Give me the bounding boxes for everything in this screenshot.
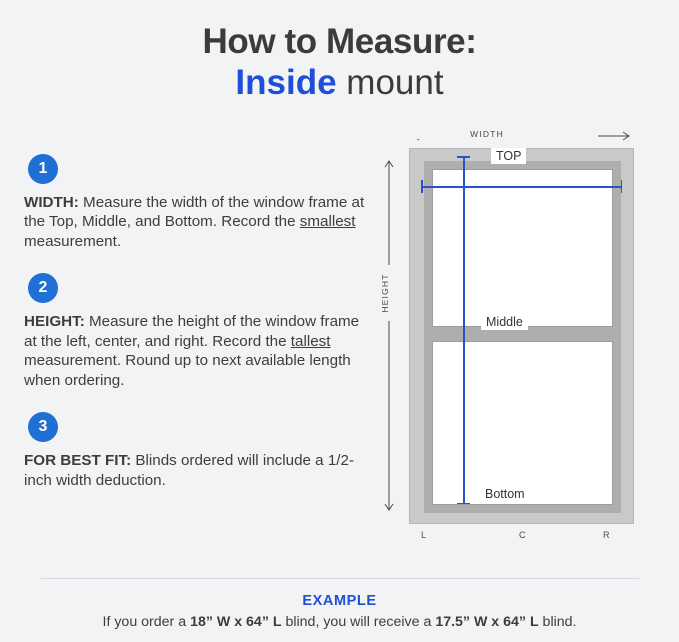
step-text-2 <box>24 312 369 390</box>
mark-left: L <box>421 530 427 540</box>
window-pane-bottom <box>432 341 613 505</box>
step-text-3 <box>24 451 369 490</box>
example-text-b: blind, you will receive a <box>281 614 436 630</box>
width-dimension-label: WIDTH <box>376 129 598 139</box>
page-title-line2 <box>0 63 679 102</box>
step-badge-1: 1 <box>28 154 58 184</box>
measure-line-center <box>463 156 465 504</box>
step-badge-3: 3 <box>28 412 58 442</box>
step-label-2: HEIGHT: <box>24 313 85 331</box>
measure-tick-center-bottom <box>457 503 470 505</box>
step-emphasis-2: tallest <box>290 332 331 350</box>
bottom-measure-tag: Bottom <box>480 486 530 502</box>
step-item-2 <box>24 273 369 390</box>
window-pane-top <box>432 169 613 327</box>
measure-tick-top-left <box>421 180 423 193</box>
step-item-3 <box>24 412 369 490</box>
page-title-accent: Inside <box>235 63 337 103</box>
page-title-rest: mount <box>336 63 444 103</box>
step-emphasis-1: smallest <box>299 213 356 231</box>
example-text-a: If you order a <box>102 614 191 630</box>
middle-measure-tag: Middle <box>481 314 528 330</box>
measure-tick-top-right <box>621 180 623 193</box>
window-diagram <box>376 128 666 558</box>
height-dimension-arrow-icon <box>380 158 398 513</box>
window-frame <box>409 148 634 524</box>
page-title-line1: How to Measure: <box>202 22 477 61</box>
measure-tick-center-top <box>457 156 470 158</box>
example-footer <box>0 578 679 642</box>
top-measure-tag: TOP <box>491 148 526 164</box>
footer-divider <box>41 578 639 579</box>
example-order-size: 18” W x 64” L <box>190 614 282 630</box>
step-label-3: FOR BEST FIT: <box>24 452 132 470</box>
example-received-size: 17.5” W x 64” L <box>435 614 539 630</box>
measure-line-top <box>421 186 622 188</box>
page-header <box>0 0 679 102</box>
mark-right: R <box>603 530 610 540</box>
step-label-1: WIDTH: <box>24 194 79 211</box>
window-frame-inner <box>424 161 621 513</box>
example-text-c: blind. <box>538 614 577 630</box>
step-badge-2: 2 <box>28 273 58 303</box>
example-title: EXAMPLE <box>302 593 377 609</box>
step-body-2b: measurement. Round up to next available length when ordering. <box>24 352 351 389</box>
steps-list <box>24 154 369 504</box>
step-item-1 <box>24 154 369 251</box>
step-body-3a: Blinds ordered will include a 1/2-inch width deduction. <box>24 452 355 489</box>
mark-center: C <box>519 530 526 540</box>
step-body-1a: Measure the width of the window frame at the Top, Middle, and Bottom. Record the <box>24 194 365 231</box>
example-text <box>0 614 679 630</box>
step-body-2a: Measure the height of the window frame at the left, center, and right. Record the <box>24 313 360 350</box>
step-body-1b: measurement. <box>24 232 122 250</box>
step-text-1 <box>24 193 369 251</box>
height-dimension-label: HEIGHT <box>380 265 390 321</box>
